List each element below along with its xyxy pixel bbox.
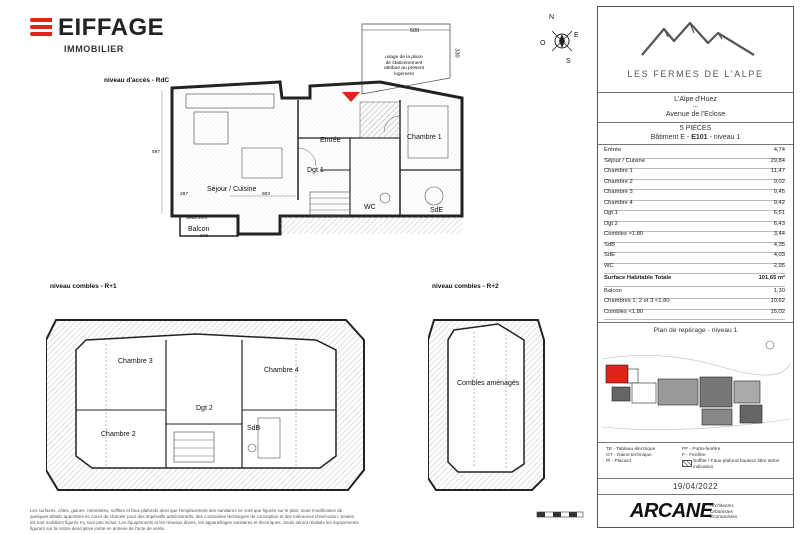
surface-row-value: 4,03 <box>773 252 785 258</box>
room-sde: SdE <box>430 207 444 214</box>
surface-row-value: 6,43 <box>773 220 785 227</box>
project-address <box>598 93 793 123</box>
surface-row-value: 4,35 <box>773 241 785 248</box>
room-chambre1: Chambre 1 <box>407 134 442 141</box>
unit-building-prefix: Bâtiment E - <box>650 134 692 141</box>
level-label-r1: niveau combles - R+1 <box>50 283 117 290</box>
project-sep: --- <box>693 104 698 110</box>
architect-l2: Urbanistes <box>710 509 733 515</box>
surface-total-row-label: Surface Habitable Totale <box>604 275 672 281</box>
surface-total-row-value: 101,65 m² <box>758 275 785 281</box>
surface-row-value: 2,95 <box>773 262 785 269</box>
architect-l1: Architectes <box>710 504 734 509</box>
room-sejour: Séjour / Cuisine <box>207 186 257 193</box>
surface-row-value: 9,45 <box>773 189 785 195</box>
reperage-map <box>602 339 790 439</box>
compass-e: E <box>574 32 579 39</box>
scale-bar-icon <box>536 510 586 520</box>
surface-row-label: Chambre 2 <box>604 178 633 185</box>
project-street: Avenue de l'Eclose <box>665 111 726 118</box>
legend-gt: GT - Gaine technique <box>606 453 652 458</box>
extra-surface-row <box>604 309 785 321</box>
room-dgt2: Dgt 2 <box>196 405 213 412</box>
architect-section <box>598 495 793 528</box>
dim-500: 500 <box>410 28 420 34</box>
room-balcon: Balcon <box>188 226 210 233</box>
surface-row-value: 9,42 <box>773 199 785 206</box>
plan-date: 19/04/2022 <box>672 482 719 491</box>
surface-row-label: Combles >1.80 <box>604 231 644 237</box>
surface-row <box>604 263 785 275</box>
architect-name: ARCANE <box>630 500 713 522</box>
surface-row-label: Entrée <box>604 147 622 153</box>
reperage-title: Plan de repérage - niveau 1 <box>653 327 738 334</box>
plan-r1-drawing <box>46 300 366 500</box>
mountain-logo-icon <box>638 19 758 59</box>
surface-row-value: 4,74 <box>773 147 785 153</box>
surface-total-row <box>604 275 785 287</box>
disclaimer-text: Les surfaces, côtes, gaines, retombées, soffites et faux-plafonds ainsi que l'emplacement des sanitaires ne sont que figurés sur le plan; toute modification de quelques détails apportées en cours de chantier pour des impératifs administratifs, des contraintes techniques de conception et des tolérances d'exécution. Seules les tout mobiliers figurés n'y sont pas inclus. Les équipements et les réseaux divers, les appareillages sanitaires et électriques: Seuls seront réalisés les équipements figurant sur la notice descriptive jointe en annexe de l'acte de vente. <box>30 508 359 531</box>
room-chambre3: Chambre 3 <box>118 358 153 365</box>
reperage-section <box>598 323 793 443</box>
date-section <box>598 479 793 495</box>
surface-row-value: 29,84 <box>770 157 785 164</box>
brand-subtitle: IMMOBILIER <box>64 44 124 54</box>
dim-903: 903 <box>262 192 271 197</box>
project-town: L'Alpe d'Huez <box>674 96 717 103</box>
compass-n: N <box>549 14 555 21</box>
brand-name: EIFFAGE <box>58 14 165 41</box>
soffite-swatch <box>682 460 692 467</box>
dim-597: 597 <box>152 150 161 155</box>
unit-building <box>598 134 793 141</box>
extra-surface-row-label: Combles <1.80 <box>604 308 644 315</box>
surface-row-value: 3,44 <box>773 231 785 237</box>
dim-246: 246 <box>200 234 209 239</box>
legend-soffite: Soffite / Faux-plafond hauteur libre selon indication <box>693 459 780 470</box>
surface-row-label: Chambre 1 <box>604 168 633 174</box>
unit-lot: E101 <box>691 134 708 141</box>
extra-surface-row-label: Balcon <box>604 287 622 294</box>
extra-surface-row-value: 1,30 <box>773 287 785 294</box>
unit-info <box>598 123 793 145</box>
room-sdb: SdB <box>247 425 261 432</box>
room-wc: WC <box>364 204 376 211</box>
level-label-r2: niveau combles - R+2 <box>432 283 499 290</box>
dim-287: 287 <box>180 192 189 197</box>
surface-row-value: 11,47 <box>770 168 785 174</box>
surface-row-label: Chambre 4 <box>604 199 633 206</box>
surface-row-value: 9,02 <box>773 178 785 185</box>
project-title: LES FERMES DE L'ALPE <box>627 69 764 79</box>
room-chambre2: Chambre 2 <box>101 431 136 438</box>
surface-row-label: Dgt 2 <box>604 220 618 227</box>
parking-note: usage de la place de stationnement attribué au présent logement <box>384 55 425 77</box>
extra-surface-row-value: 10,62 <box>770 298 785 304</box>
legend-section <box>598 443 793 479</box>
legend-te: TE - Tableau électrique <box>606 447 656 452</box>
dim-330: 330 <box>453 48 460 58</box>
surface-row-label: SdB <box>604 241 615 248</box>
legend-pl: Pl - Placard <box>606 459 631 464</box>
surface-row-label: Chambre 3 <box>604 189 633 195</box>
legend-f: F - Fenêtre <box>682 453 706 458</box>
level-label-rdc: niveau d'accès - RdC <box>104 77 170 84</box>
room-dgt1: Dgt 1 <box>307 167 324 174</box>
compass-o: O <box>540 40 546 47</box>
extra-surface-row-value: 15,02 <box>770 308 785 315</box>
surfaces-table <box>598 145 793 323</box>
highlighted-building <box>606 365 628 383</box>
room-chambre4: Chambre 4 <box>264 367 299 374</box>
logo-icon <box>30 18 52 42</box>
surface-row-label: Dgt 1 <box>604 210 618 216</box>
room-combles: Combles aménagés <box>457 380 520 387</box>
info-panel <box>597 6 794 528</box>
compass-icon <box>538 16 588 72</box>
unit-level: - niveau 1 <box>707 134 741 141</box>
legend-pf: PF - Porte-fenêtre <box>682 447 721 452</box>
unit-rooms: 5 PIECES <box>679 125 712 132</box>
project-header <box>598 7 793 93</box>
surface-row-label: SdE <box>604 252 615 258</box>
surface-row-value: 6,51 <box>773 210 785 216</box>
room-entree: Entrée <box>320 137 341 144</box>
plan-r2-drawing <box>428 300 548 500</box>
seuil-note: Seuil 2cm <box>186 216 208 221</box>
architect-l3: Économistes <box>710 515 738 520</box>
extra-surface-row-label: Chambres 1, 2 et 3 <1.80 <box>604 298 670 304</box>
compass-s: S <box>566 58 571 65</box>
surface-row-label: WC <box>604 262 614 269</box>
surface-row-label: Séjour / Cuisine <box>604 157 645 164</box>
